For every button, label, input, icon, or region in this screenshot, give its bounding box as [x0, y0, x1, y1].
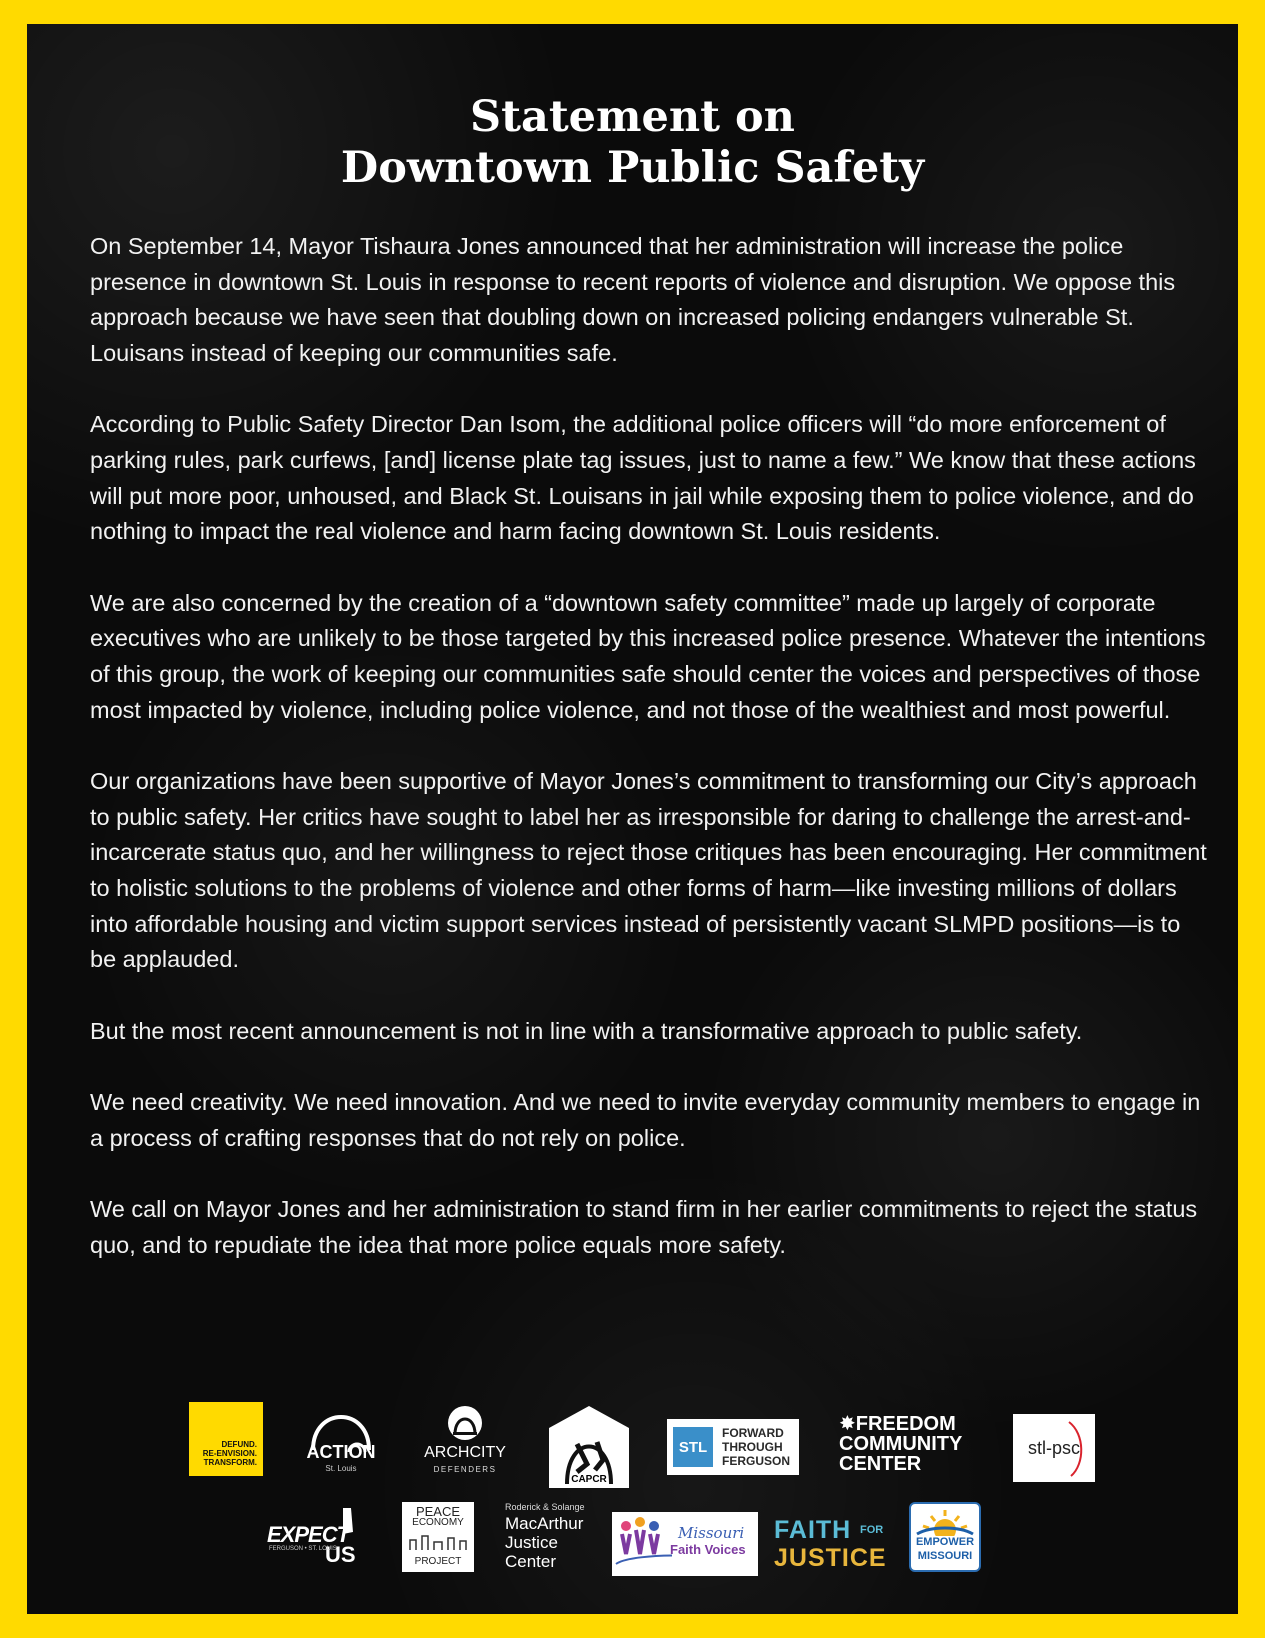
defund-logo	[189, 1402, 263, 1476]
paragraph-1: On September 14, Mayor Tishaura Jones announced that her administration will increase the police presence in downtown St. Louis in response to recent reports of violence and disruption. We oppose this approach because we have seen that doubling down on increased policing endangers vulnerable St. Louisans instead of keeping our communities safe.	[90, 233, 1176, 366]
ftf-line-1: FORWARD	[722, 1426, 784, 1440]
freedom-community-center-logo	[839, 1414, 979, 1478]
defund-line-3: TRANSFORM.	[203, 1458, 257, 1467]
fcc-line-1	[839, 1414, 979, 1434]
fcc-line-3: CENTER	[839, 1453, 922, 1475]
expect-us-word: US	[325, 1542, 356, 1567]
archcity-defenders-logo	[415, 1404, 515, 1476]
mac-line-3: Center	[505, 1552, 557, 1571]
fcc-line-1-text: FREEDOM	[855, 1413, 956, 1435]
paragraph-6: We need creativity. We need innovation. And we need to invite everyday community members to engage in a process of crafting responses that do not rely on police.	[90, 1089, 1201, 1151]
mac-lines	[505, 1514, 583, 1571]
f4j-faith: FAITH	[774, 1516, 852, 1544]
paragraph-4: Our organizations have been supportive of Mayor Jones’s commitment to transforming our City’s approach to public safety. Her critics have sought to label her as irresponsible for daring to challenge the arrest-and-incarcerate status quo, and her willingness to reject those critiques has been encouraging. Her commitment to holistic solutions to the problems of violence and other forms of harm—like investing millions of dollars into affordable housing and victim support services instead of persistently vacant SLMPD positions—is to be applauded.	[90, 768, 1207, 973]
stlpsc-swoosh-icon	[1013, 1414, 1095, 1482]
mac-top: Roderick & Solange	[505, 1502, 585, 1512]
action-word: ACTION	[306, 1442, 376, 1462]
mac-line-1: MacArthur	[505, 1514, 584, 1533]
capcr-logo	[547, 1404, 631, 1490]
archcity-word: ARCHCITY	[424, 1444, 506, 1461]
defund-line-1: DEFUND.	[221, 1440, 257, 1449]
forward-through-ferguson-logo	[667, 1419, 799, 1475]
empower-sun-icon	[911, 1504, 979, 1536]
peace-line-3: PROJECT	[414, 1556, 462, 1567]
f4j-for: FOR	[860, 1524, 884, 1536]
peace-economy-project-logo	[402, 1502, 474, 1572]
mac-line-2: Justice	[505, 1533, 558, 1552]
mfv-people-icon	[612, 1512, 672, 1576]
paragraph-3: We are also concerned by the creation of a “downtown safety committee” made up largely of corporate executives who are unlikely to be those targeted by this increased police presence. Whatever the intentions of this group, the work of keeping our communities safe should center the voices and perspectives of those most impacted by violence, including police violence, and not those of the wealthiest and most powerful.	[90, 589, 1206, 723]
expect-word: EXPECT	[267, 1522, 350, 1547]
peace-line-2: ECONOMY	[412, 1517, 464, 1528]
statement-panel	[27, 24, 1238, 1614]
archcity-sub: DEFENDERS	[433, 1465, 497, 1474]
action-sub: St. Louis	[325, 1464, 357, 1473]
mfv-line-2: Faith Voices	[670, 1542, 746, 1557]
paragraph-5: But the most recent announcement is not in line with a transformative approach to public safety.	[90, 1017, 1083, 1044]
archcity-emblem-icon	[415, 1404, 515, 1444]
ftf-line-2: THROUGH	[722, 1440, 783, 1454]
capcr-word: CAPCR	[571, 1474, 607, 1485]
peace-line-1: PEACE	[415, 1504, 461, 1519]
ftf-text	[722, 1426, 790, 1468]
peace-skyline-icon	[402, 1532, 474, 1552]
page-title	[27, 92, 1238, 194]
empower-missouri-logo	[909, 1502, 981, 1572]
faith-for-justice-logo	[774, 1516, 890, 1576]
statement-body	[90, 229, 1210, 1300]
ftf-line-3: FERGUSON	[722, 1454, 791, 1468]
empower-line-1: EMPOWER	[915, 1536, 975, 1548]
stl-psc-logo	[1013, 1414, 1095, 1482]
fcc-line-2: COMMUNITY	[839, 1433, 963, 1455]
ftf-stl-badge: STL	[673, 1427, 713, 1467]
title-line-1: Statement on	[470, 92, 795, 142]
paragraph-7: We call on Mayor Jones and her administration to stand firm in her earlier commitments to reject the status quo, and to repudiate the idea that more police equals more safety.	[90, 1196, 1198, 1259]
macarthur-justice-center-logo	[505, 1502, 605, 1576]
empower-line-2: MISSOURI	[917, 1550, 973, 1562]
f4j-justice: JUSTICE	[774, 1544, 887, 1572]
missouri-faith-voices-logo	[612, 1512, 758, 1576]
paragraph-2: According to Public Safety Director Dan Isom, the additional police officers will “do more enforcement of parking rules, park curfews, [and] license plate tag issues, just to name a few.” We know that these actions will put more poor, unhoused, and Black St. Louisans in jail while exposing them to police violence, and do nothing to impact the real violence and harm facing downtown St. Louis residents.	[90, 411, 1196, 545]
expect-sub: FERGUSON • ST. LOUIS	[269, 1546, 337, 1552]
mfv-line-1: Missouri	[678, 1524, 745, 1542]
expect-us-logo	[267, 1504, 361, 1570]
action-stl-logo	[299, 1402, 383, 1478]
defund-line-2: RE-ENVISION.	[202, 1449, 257, 1458]
title-line-2: Downtown Public Safety	[340, 143, 925, 193]
stlpsc-word: stl-psc	[1027, 1438, 1080, 1458]
fcc-star-icon: ✸	[839, 1413, 856, 1435]
